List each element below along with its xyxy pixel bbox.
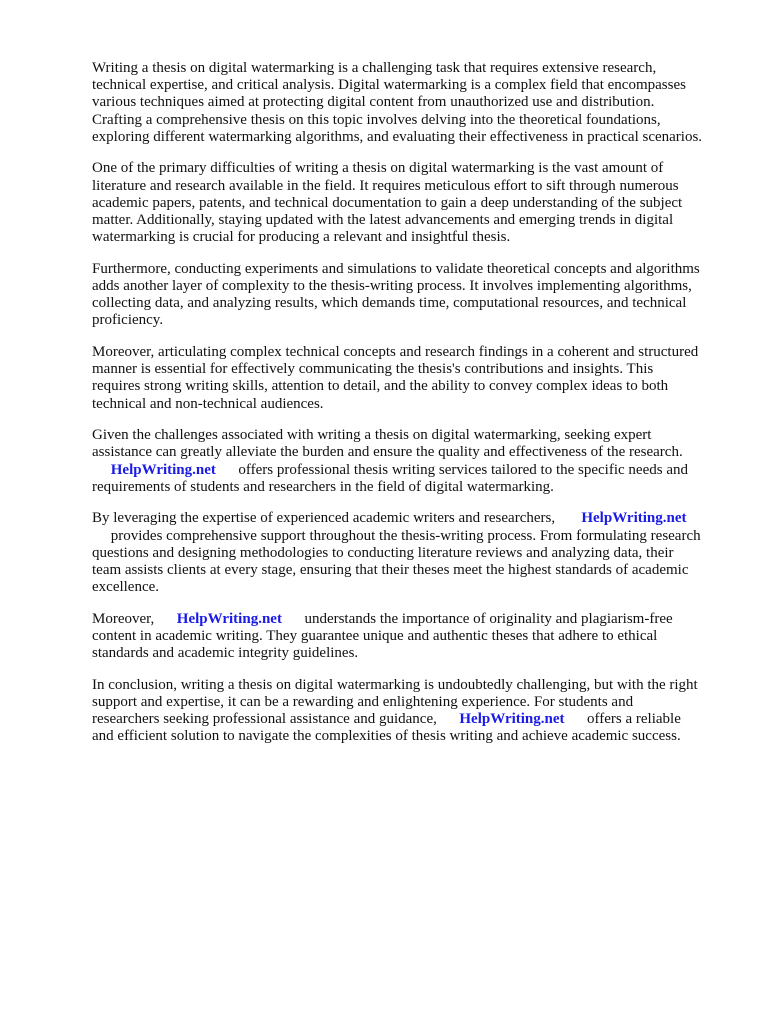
paragraph-intro: Writing a thesis on digital watermarking is a challenging task that requires extensive research, technical expertise, and critical analysis. Digital watermarking is a complex field that encompasses various techniques aimed at protecting digital content from unauthorized use and distribution. Crafting a comprehensive thesis on this topic involves delving into the theoretical foundations, exploring different watermarking algorithms, and evaluating their effectiveness in practical scenarios. <box>92 60 703 145</box>
document-body <box>92 60 728 760</box>
paragraph-text: offers professional thesis writing services tailored to the specific needs and requirements of students and researchers in the field of digital watermarking. <box>92 461 688 495</box>
paragraph-text: provides comprehensive support throughout the thesis-writing process. From formulating research questions and designing methodologies to conducting literature reviews and analyzing data, their team assists clients at every stage, ensuring that their theses meet the highest standards of academic excellence. <box>92 527 701 596</box>
paragraph-text: Given the challenges associated with writing a thesis on digital watermarking, seeking expert assistance can greatly alleviate the burden and ensure the quality and effectiveness of the research. <box>92 427 683 461</box>
helpwriting-link[interactable]: HelpWriting.net <box>581 510 687 527</box>
helpwriting-link[interactable]: HelpWriting.net <box>110 461 216 478</box>
paragraph-text: By leveraging the expertise of experienced academic writers and researchers, <box>92 510 582 527</box>
paragraph-text: In conclusion, writing a thesis on digital watermarking is undoubtedly challenging, but with the right support and expertise, it can be a rewarding and enlightening experience. For students and researchers seeking professional assistance and guidance, <box>92 676 698 728</box>
paragraph-text: offers a reliable and efficient solution to navigate the complexities of thesis writing and achieve academic success. <box>92 711 681 745</box>
paragraph-difficulties: One of the primary difficulties of writing a thesis on digital watermarking is the vast amount of literature and research available in the field. It requires meticulous effort to sift through numerous academic papers, patents, and technical documentation to gain a deep understanding of the subject matter. Additionally, staying updated with the latest advancements and emerging trends in digital watermarking is crucial for producing a relevant and insightful thesis. <box>92 160 683 246</box>
paragraph-text: understands the importance of originality and plagiarism-free content in academic writing. They guarantee unique and authentic theses that adhere to ethical standards and academic integrity guidelines. <box>92 610 673 662</box>
helpwriting-link[interactable]: HelpWriting.net <box>176 610 282 627</box>
paragraph-text: Moreover, <box>92 610 177 627</box>
paragraph-originality <box>92 611 728 663</box>
paragraph-leveraging <box>92 510 728 596</box>
paragraph-conclusion <box>92 677 728 746</box>
paragraph-articulation: Moreover, articulating complex technical concepts and research findings in a coherent and structured manner is essential for effectively communicating the thesis's contributions and insights. This requires strong writing skills, attention to detail, and the ability to convey complex ideas to both technical and non-technical audiences. <box>92 344 699 412</box>
helpwriting-link[interactable]: HelpWriting.net <box>459 711 565 728</box>
paragraph-experiments: Furthermore, conducting experiments and simulations to validate theoretical concepts and algorithms adds another layer of complexity to the thesis-writing process. It involves implementing algorithms, collecting data, and analyzing results, which demands time, computational resources, and technical proficiency. <box>92 260 700 329</box>
paragraph-expert-assistance <box>92 427 728 496</box>
